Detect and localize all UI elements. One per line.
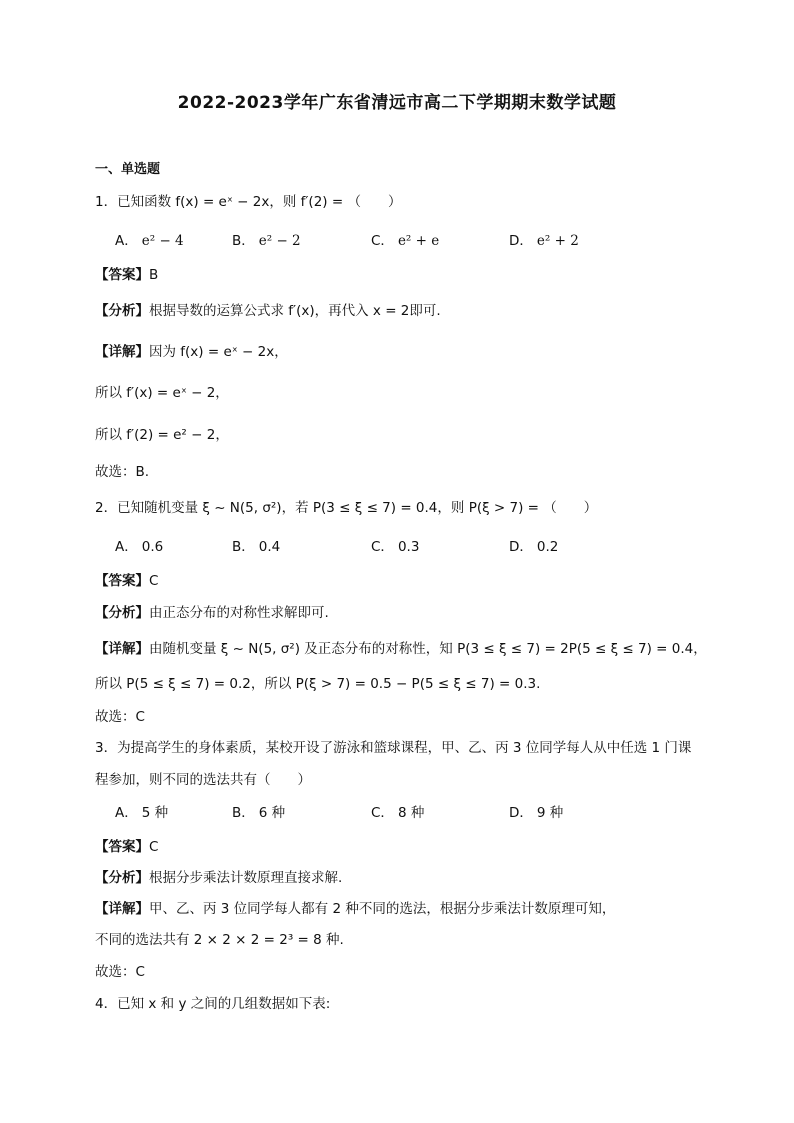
- q2-conclusion: 故选：C: [95, 709, 145, 725]
- q1-option-d: D． e² + 2: [509, 233, 579, 249]
- q2-option-b: B． 0.4: [232, 539, 281, 555]
- q1-options: [115, 231, 675, 251]
- q1-analysis: 【分析】根据导数的运算公式求 f′(x)，再代入 x = 2即可.: [95, 303, 441, 319]
- q1-conclusion: 故选：B.: [95, 464, 150, 480]
- q2-analysis: 【分析】由正态分布的对称性求解即可.: [95, 605, 329, 621]
- q2-answer: 【答案】C: [95, 573, 159, 589]
- q1-answer: 【答案】B: [95, 267, 159, 283]
- q1-option-a: A． e² − 4: [115, 233, 184, 249]
- q3-detail: 【详解】甲、乙、丙 3 位同学每人都有 2 种不同的选法，根据分步乘法计数原理可知，: [95, 901, 616, 917]
- q3-options: [115, 803, 675, 823]
- q2-option-d: D． 0.2: [509, 539, 559, 555]
- q2-option-a: A． 0.6: [115, 539, 164, 555]
- q3-option-d: D． 9 种: [509, 805, 564, 821]
- q1-option-b: B． e² − 2: [232, 233, 301, 249]
- q3-stem-line-2: 程参加，则不同的选法共有（ ）: [95, 772, 311, 788]
- q3-detail-line-2: 不同的选法共有 2 × 2 × 2 = 2³ = 8 种.: [95, 932, 344, 948]
- q3-conclusion: 故选：C: [95, 964, 145, 980]
- q1-detail: 【详解】因为 f(x) = eˣ − 2x，: [95, 344, 288, 360]
- q1-detail-line-2: 所以 f′(x) = eˣ − 2，: [95, 385, 229, 401]
- q2-detail: 【详解】由随机变量 ξ ~ N(5, σ²) 及正态分布的对称性，知 P(3 ≤ ξ ≤ 7) = 2P(5 ≤ ξ ≤ 7) = 0.4，: [95, 641, 707, 657]
- q3-analysis: 【分析】根据分步乘法计数原理直接求解.: [95, 870, 343, 886]
- q2-detail-line-2: 所以 P(5 ≤ ξ ≤ 7) = 0.2，所以 P(ξ > 7) = 0.5 − P(5 ≤ ξ ≤ 7) = 0.3.: [95, 676, 541, 692]
- q1-option-c: C． e² + e: [371, 233, 440, 249]
- q2-options: [115, 537, 675, 557]
- section-heading: 一、单选题: [95, 162, 161, 177]
- page-title: 2022-2023学年广东省清远市高二下学期期末数学试题: [177, 93, 617, 113]
- q2-stem: 2．已知随机变量 ξ ~ N(5, σ²)，若 P(3 ≤ ξ ≤ 7) = 0.4，则 P(ξ > 7) = （ ）: [95, 500, 598, 516]
- q3-option-b: B． 6 种: [232, 805, 286, 821]
- q3-option-c: C． 8 种: [371, 805, 425, 821]
- q3-option-a: A． 5 种: [115, 805, 169, 821]
- q2-option-c: C． 0.3: [371, 539, 420, 555]
- q4-stem: 4．已知 x 和 y 之间的几组数据如下表:: [95, 996, 331, 1012]
- q3-stem-line-1: 3．为提高学生的身体素质，某校开设了游泳和篮球课程，甲、乙、丙 3 位同学每人从中任选 1 门课: [95, 740, 692, 756]
- q1-stem: 1．已知函数 f(x) = eˣ − 2x，则 f′(2) = （ ）: [95, 194, 402, 210]
- q1-detail-line-3: 所以 f′(2) = e² − 2，: [95, 427, 229, 443]
- q3-answer: 【答案】C: [95, 839, 159, 855]
